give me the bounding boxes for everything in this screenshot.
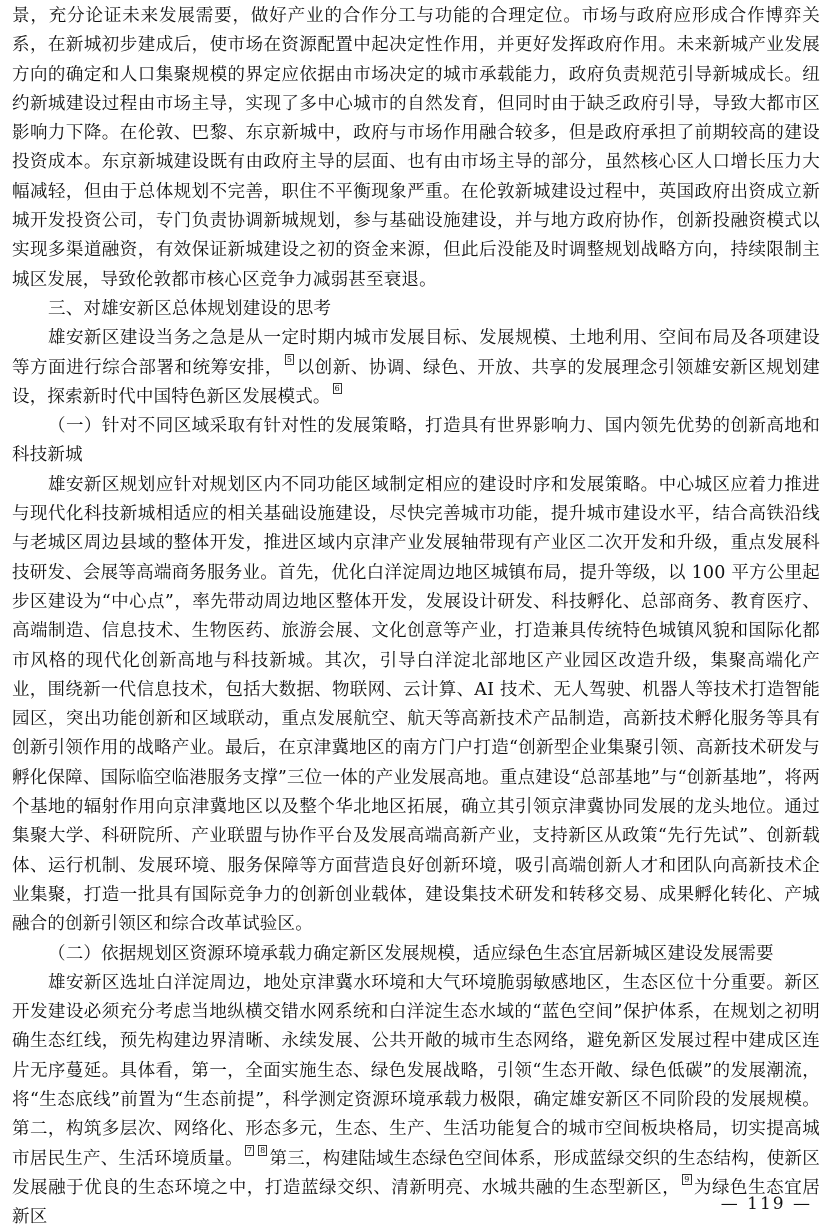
text-run: 三、对雄安新区总体规划建设的思考 (48, 298, 332, 319)
footnote-marker[interactable]: 9 (684, 1174, 690, 1184)
footnote-marker[interactable]: 8 (260, 1145, 266, 1155)
text-run: 为绿色生态宜居新区 (12, 1177, 820, 1228)
section-heading (12, 412, 820, 471)
text-run: 以创新、协调、绿色、开放、共享的发展理念引领雄安新区规划建设，探索新时代中国特色新区发展模式。 (12, 357, 820, 407)
text-run: （一）针对不同区域采取有针对性的发展策略，打造具有世界影响力、国内领先优势的创新高地和科技新城 (12, 416, 820, 466)
text-run: 雄安新区规划应针对规划区内不同功能区域制定相应的建设时序和发展策略。中心城区应着力推进与现代化科技新城相适应的相关基础设施建设，尽快完善城市功能，提升城市建设水平，结合高铁沿线与老城区周边县域的整体开发，推进区域内京津产业发展轴带现有产业区二次开发和升级，重点发展科技研发、会展等高端商务服务业。首先，优化白洋淀周边地区城镇布局，提升等级，以 100 平方公里起步区建设为“中心点”，率先带动周边地区整体开发，发展设计研发、科技孵化、总部商务、教育医疗、高端制造、信息技术、生物医药、旅游会展、文化创意等产业，打造兼具传统特色城镇风貌和国际化都市风格的现代化创新高地与科技新城。其次，引导白洋淀北部地区产业园区改造升级，集聚高端化产业，围绕新一代信息技术，包括大数据、物联网、云计算、AI 技术、无人驾驶、机器人等技术打造智能园区，突出功能创新和区域联动，重点发展航空、航天等高新技术产品制造，高新技术孵化服务等具有创新引领作用的战略产业。最后，在京津冀地区的南方门户打造“创新型企业集聚引领、高新技术研发与孵化保障、国际临空临港服务支撑”三位一体的产业发展高地。重点建设“总部基地”与“创新基地”，将两个基地的辐射作用向京津冀地区以及整个华北地区拓展，确立其引领京津冀协同发展的龙头地位。通过集聚大学、科研院所、产业联盟与协作平台及发展高端高新产业，支持新区从政策“先行先试”、创新载体、运行机制、发展环境、服务保障等方面营造良好创新环境，吸引高端创新人才和团队向高新技术企业集聚，打造一批具有国际竞争力的创新创业载体，建设集技术研发和转移交易、成果孵化转化、产城融合的创新引领区和综合改革试验区。 (12, 474, 820, 935)
body-paragraph (12, 471, 820, 940)
document-body (12, 2, 820, 1232)
body-paragraph (12, 969, 820, 1232)
text-run: （二）依据规划区资源环境承载力确定新区发展规模，适应绿色生态宜居新城区建设发展需要 (48, 943, 774, 964)
footnote-marker[interactable]: 7 (246, 1145, 253, 1155)
text-run: 第三，构建陆域生态绿色空间体系，形成蓝绿交织的生态结构，使新区发展融于优良的生态环境之中，打造蓝绿交织、清新明亮、水城共融的生态型新区， (12, 1148, 820, 1198)
body-paragraph (12, 2, 820, 295)
section-heading (12, 295, 820, 324)
footnote-marker[interactable]: 6 (334, 383, 340, 393)
page-number: — 119 — (720, 1194, 812, 1214)
text-run: 雄安新区建设当务之急是从一定时期内城市发展目标、发展规模、土地利用、空间布局及各项建设等方面进行综合部署和统筹安排， (12, 328, 820, 378)
body-paragraph (12, 324, 820, 412)
footnote-marker[interactable]: 5 (286, 354, 293, 364)
text-run: 雄安新区选址白洋淀周边，地处京津冀水环境和大气环境脆弱敏感地区，生态区位十分重要。新区开发建设必须充分考虑当地纵横交错水网系统和白洋淀生态水域的“蓝色空间”保护体系，在规划之初明确生态红线，预先构建边界清晰、永续发展、公共开敞的城市生态网络，避免新区发展过程中建成区连片无序蔓延。具体看，第一，全面实施生态、绿色发展战略，引领“生态开敞、绿色低碳”的发展潮流，将“生态底线”前置为“生态前提”，科学测定资源环境承载力极限，确定雄安新区不同阶段的发展规模。第二，构筑多层次、网络化、形态多元，生态、生产、生活功能复合的城市空间板块格局，切实提高城市居民生产、生活环境质量。 (12, 972, 820, 1169)
text-run: 景，充分论证未来发展需要，做好产业的合作分工与功能的合理定位。市场与政府应形成合作博弈关系，在新城初步建成后，使市场在资源配置中起决定性作用，并更好发挥政府作用。未来新城产业发展方向的确定和人口集聚规模的界定应依据由市场决定的城市承载能力，政府负责规范引导新城成长。纽约新城建设过程由市场主导，实现了多中心城市的自然发育，但同时由于缺乏政府引导，导致大都市区影响力下降。在伦敦、巴黎、东京新城中，政府与市场作用融合较多，但是政府承担了前期较高的建设投资成本。东京新城建设既有由政府主导的层面、也有由市场主导的部分，虽然核心区人口增长压力大幅减轻，但由于总体规划不完善，职住不平衡现象严重。在伦敦新城建设过程中，英国政府出资成立新城开发投资公司，专门负责协调新城规划，参与基础设施建设，并与地方政府协作，创新投融资模式以实现多渠道融资，有效保证新城建设之初的资金来源，但此后没能及时调整规划战略方向，持续限制主城区发展，导致伦敦都市核心区竞争力减弱甚至衰退。 (12, 6, 820, 290)
section-heading (12, 940, 820, 969)
